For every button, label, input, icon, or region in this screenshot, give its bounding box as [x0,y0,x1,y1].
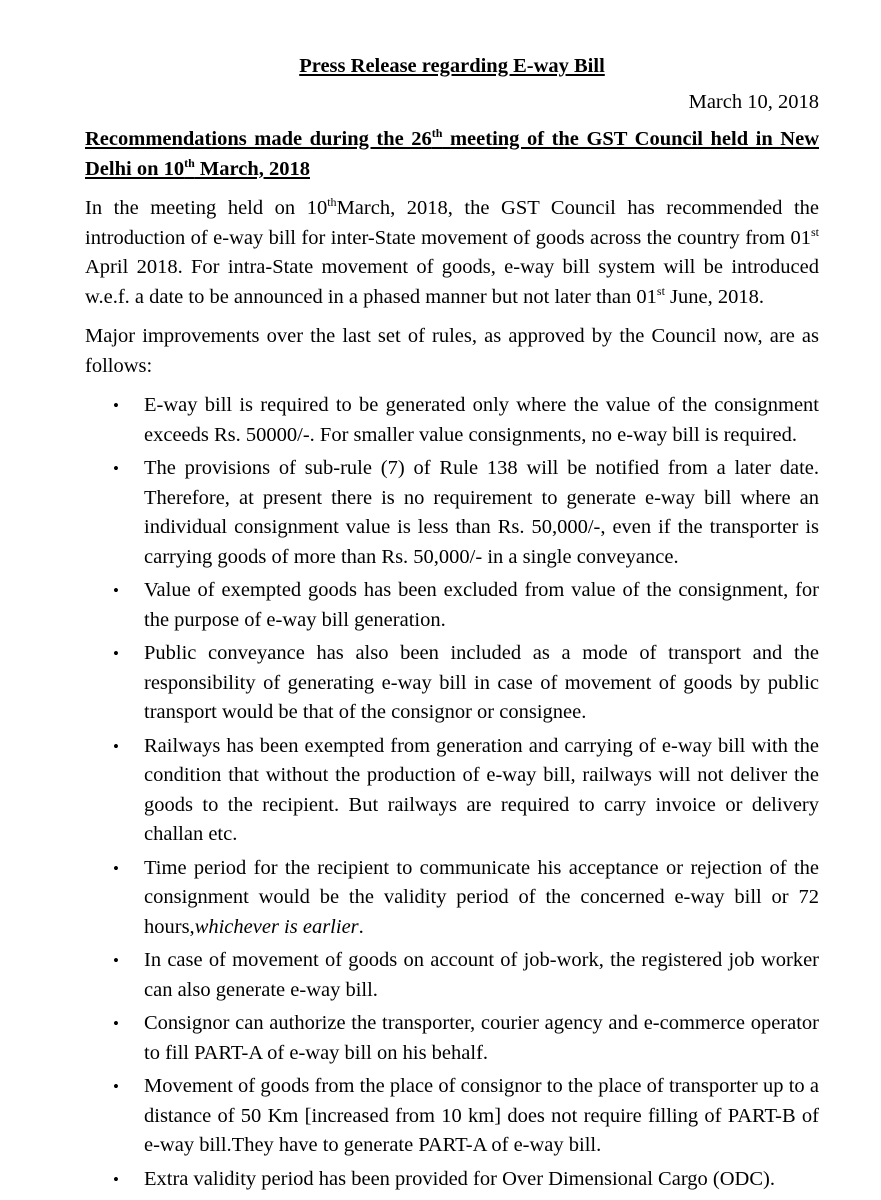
list-item-text: Consignor can authorize the transporter, courier agency and e-commerce operator to fill PART-A of e-way bill on his behalf. [144,1012,819,1064]
bullet-icon: • [113,581,119,600]
list-item-italic: whichever is earlier [194,915,359,938]
intro-sup-1: th [327,195,337,209]
list-item-text: Railways has been exempted from generation and carrying of e-way bill with the condition that without the production of e-way bill, railways will not deliver the goods to the recipient. But railways are required to carry invoice or delivery challan etc. [144,734,819,845]
list-item-text: The provisions of sub-rule (7) of Rule 138 will be notified from a later date. Therefore, at present there is no requirement to generate e-way bill where an individual consignment value is less than Rs. 50,000/-, even if the transporter is carrying goods of more than Rs. 50,000/- in a single conveyance. [144,457,819,568]
list-item-text: Public conveyance has also been included as a mode of transport and the responsibility of generating e-way bill in case of movement of goods by public transport would be that of the consignor or consignee. [144,642,819,723]
heading-sup-2: th [184,155,195,170]
list-item-text: Extra validity period has been provided for Over Dimensional Cargo (ODC). [144,1167,775,1190]
list-item [113,1165,819,1195]
list-item [113,732,819,850]
intro-paragraph [85,194,819,312]
intro-sup-3: st [656,283,665,298]
document-title: Press Release regarding E-way Bill [299,55,605,77]
intro-text-2: March, 2018, the GST Council has recommended the introduction of e-way bill for inter-State movement of goods across the country from 01 [85,197,819,249]
list-item [113,1009,819,1068]
intro-text-4: June, 2018. [664,285,764,308]
bullet-icon: • [113,644,119,663]
heading-text-2: meeting of the GST Council held in New Delhi on 10 [85,128,819,180]
list-item [113,576,819,635]
intro-sup-2: st [810,224,819,239]
list-item [113,639,819,728]
list-item-text: Value of exempted goods has been excluded from value of the consignment, for the purpose of e-way bill generation. [144,579,819,631]
bullet-icon: • [113,1169,119,1189]
release-date: March 10, 2018 [688,90,819,113]
improvements-intro: Major improvements over the last set of rules, as approved by the Council now, are as follows: [85,325,819,377]
bullet-icon: • [113,459,119,478]
intro-text-3: April 2018. For intra-State movement of goods, e-way bill system will be introduced w.e.f. a date to be announced in a phased manner but not later than 01 [85,256,819,308]
bullet-icon: • [113,951,119,970]
list-item-text: E-way bill is required to be generated only where the value of the consignment exceeds Rs. 50000/-. For smaller value consignments, no e-way bill is required. [144,394,819,446]
heading-text-3: March, 2018 [194,157,310,180]
list-item-text: Movement of goods from the place of consignor to the place of transporter up to a distance of 50 Km [increased from 10 km] does not require filling of PART-B of e-way bill.They have to generate PART-A of e-way bill. [144,1075,819,1156]
list-item [113,1072,819,1161]
heading-text-1: Recommendations made during the 26 [85,128,432,150]
list-item [113,454,819,572]
list-item [113,946,819,1005]
bullet-icon: • [113,396,119,415]
bullet-icon: • [113,1014,119,1033]
bullet-icon: • [113,1077,119,1096]
list-item [113,854,819,943]
list-item-end: . [358,915,364,938]
heading-sup-1: th [431,126,443,140]
section-heading [85,125,819,184]
intro-text-1: In the meeting held on 10 [85,197,328,219]
improvements-list [85,391,819,1194]
bullet-icon: • [113,736,119,756]
list-item-text: Time period for the recipient to communicate his acceptance or rejection of the consignment would be the validity period of the concerned e-way bill or 72 hours, [144,856,819,938]
list-item [113,391,819,450]
list-item-text: In case of movement of goods on account of job-work, the registered job worker can also generate e-way bill. [144,949,819,1001]
bullet-icon: • [113,858,119,878]
